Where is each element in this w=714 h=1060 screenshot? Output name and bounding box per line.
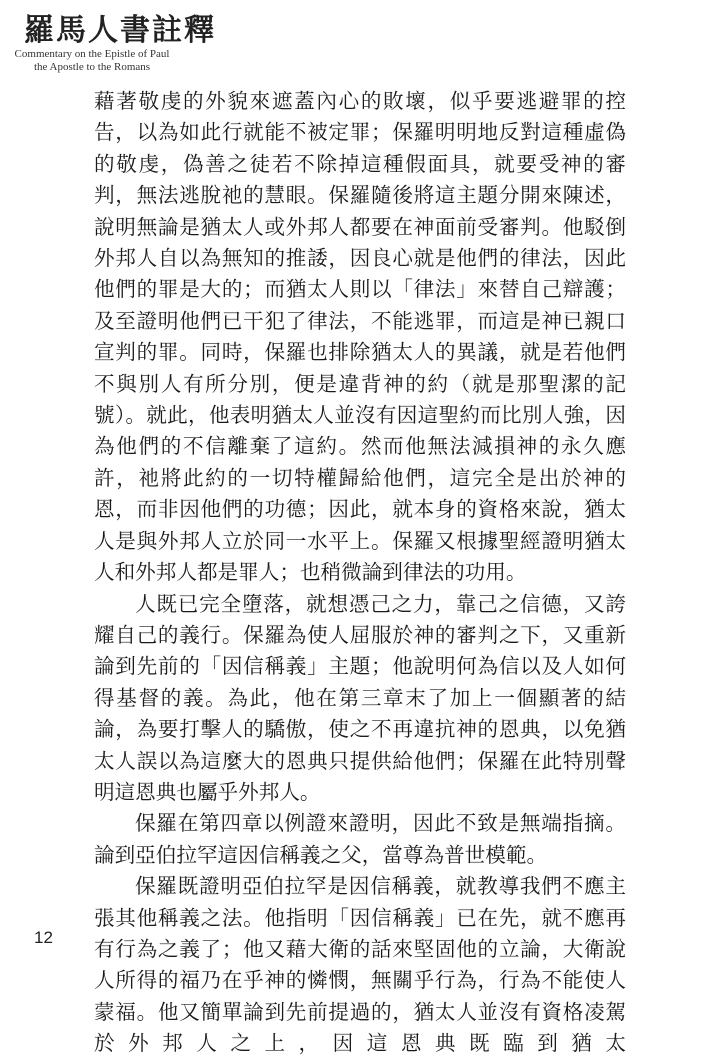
book-subtitle-line1: Commentary on the Epistle of Paul: [14, 48, 170, 60]
paragraph-1: 藉著敬虔的外貌來遮蓋內心的敗壞，似乎要逃避罪的控告，以為如此行就能不被定罪；保羅明明地反對這種虛偽的敬虔，偽善之徒若不除掉這種假面具，就要受神的審判，無法逃脫祂的慧眼。保羅隨後將這主題分開來陳述，說明無論是猶太人或外邦人都要在神面前受審判。他駁倒外邦人自以為無知的推諉，因良心就是他們的律法，因此他們的罪是大的；而猶太人則以「律法」來替自己辯護；及至證明他們已干犯了律法，不能逃罪，而這是神已親口宣判的罪。同時，保羅也排除猶太人的異議，就是若他們不與別人有所分別，便是違背神的約（就是那聖潔的記號）。就此，他表明猶太人並沒有因這聖約而比別人強，因為他們的不信離棄了這約。然而他無法減損神的永久應許，祂將此約的一切特權歸給他們，這完全是出於神的恩，而非因他們的功德；因此，就本身的資格來說，猶太人是與外邦人立於同一水平上。保羅又根據聖經證明猶太人和外邦人都是罪人；也稍微論到律法的功用。: [94, 89, 626, 585]
body-text: [94, 86, 626, 1060]
book-title: 羅馬人書註釋: [24, 13, 216, 48]
page-number: 12: [34, 928, 53, 947]
paragraph-2: 人既已完全墮落，就想憑己之力，靠己之信德，又誇耀自己的義行。保羅為使人屈服於神的審判之下，又重新論到先前的「因信稱義」主題；他說明何為信以及人如何得基督的義。為此，他在第三章末了加上一個顯著的結論，為要打擊人的驕傲，使之不再違抗神的恩典，以免猶太人誤以為這麼大的恩典只提供給他們；保羅在此特別聲明這恩典也屬乎外邦人。: [94, 591, 626, 804]
book-subtitle-line2: the Apostle to the Romans: [33, 61, 151, 73]
paragraph-4: 保羅既證明亞伯拉罕是因信稱義，就教導我們不應主張其他稱義之法。他指明「因信稱義」已在先，就不應再有行為之義了；他又藉大衛的話來堅固他的立論，大衛說人所得的福乃在乎神的憐憫，無關乎行為，行為不能使人蒙福。他又簡單論到先前提過的，猶太人並沒有資格凌駕於外邦人之上，因這恩典既臨到猶太: [94, 874, 626, 1056]
paragraph-3: 保羅在第四章以例證來證明，因此不致是無端指摘。論到亞伯拉罕這因信稱義之父，當尊為普世模範。: [94, 811, 626, 867]
running-header: [14, 13, 216, 74]
